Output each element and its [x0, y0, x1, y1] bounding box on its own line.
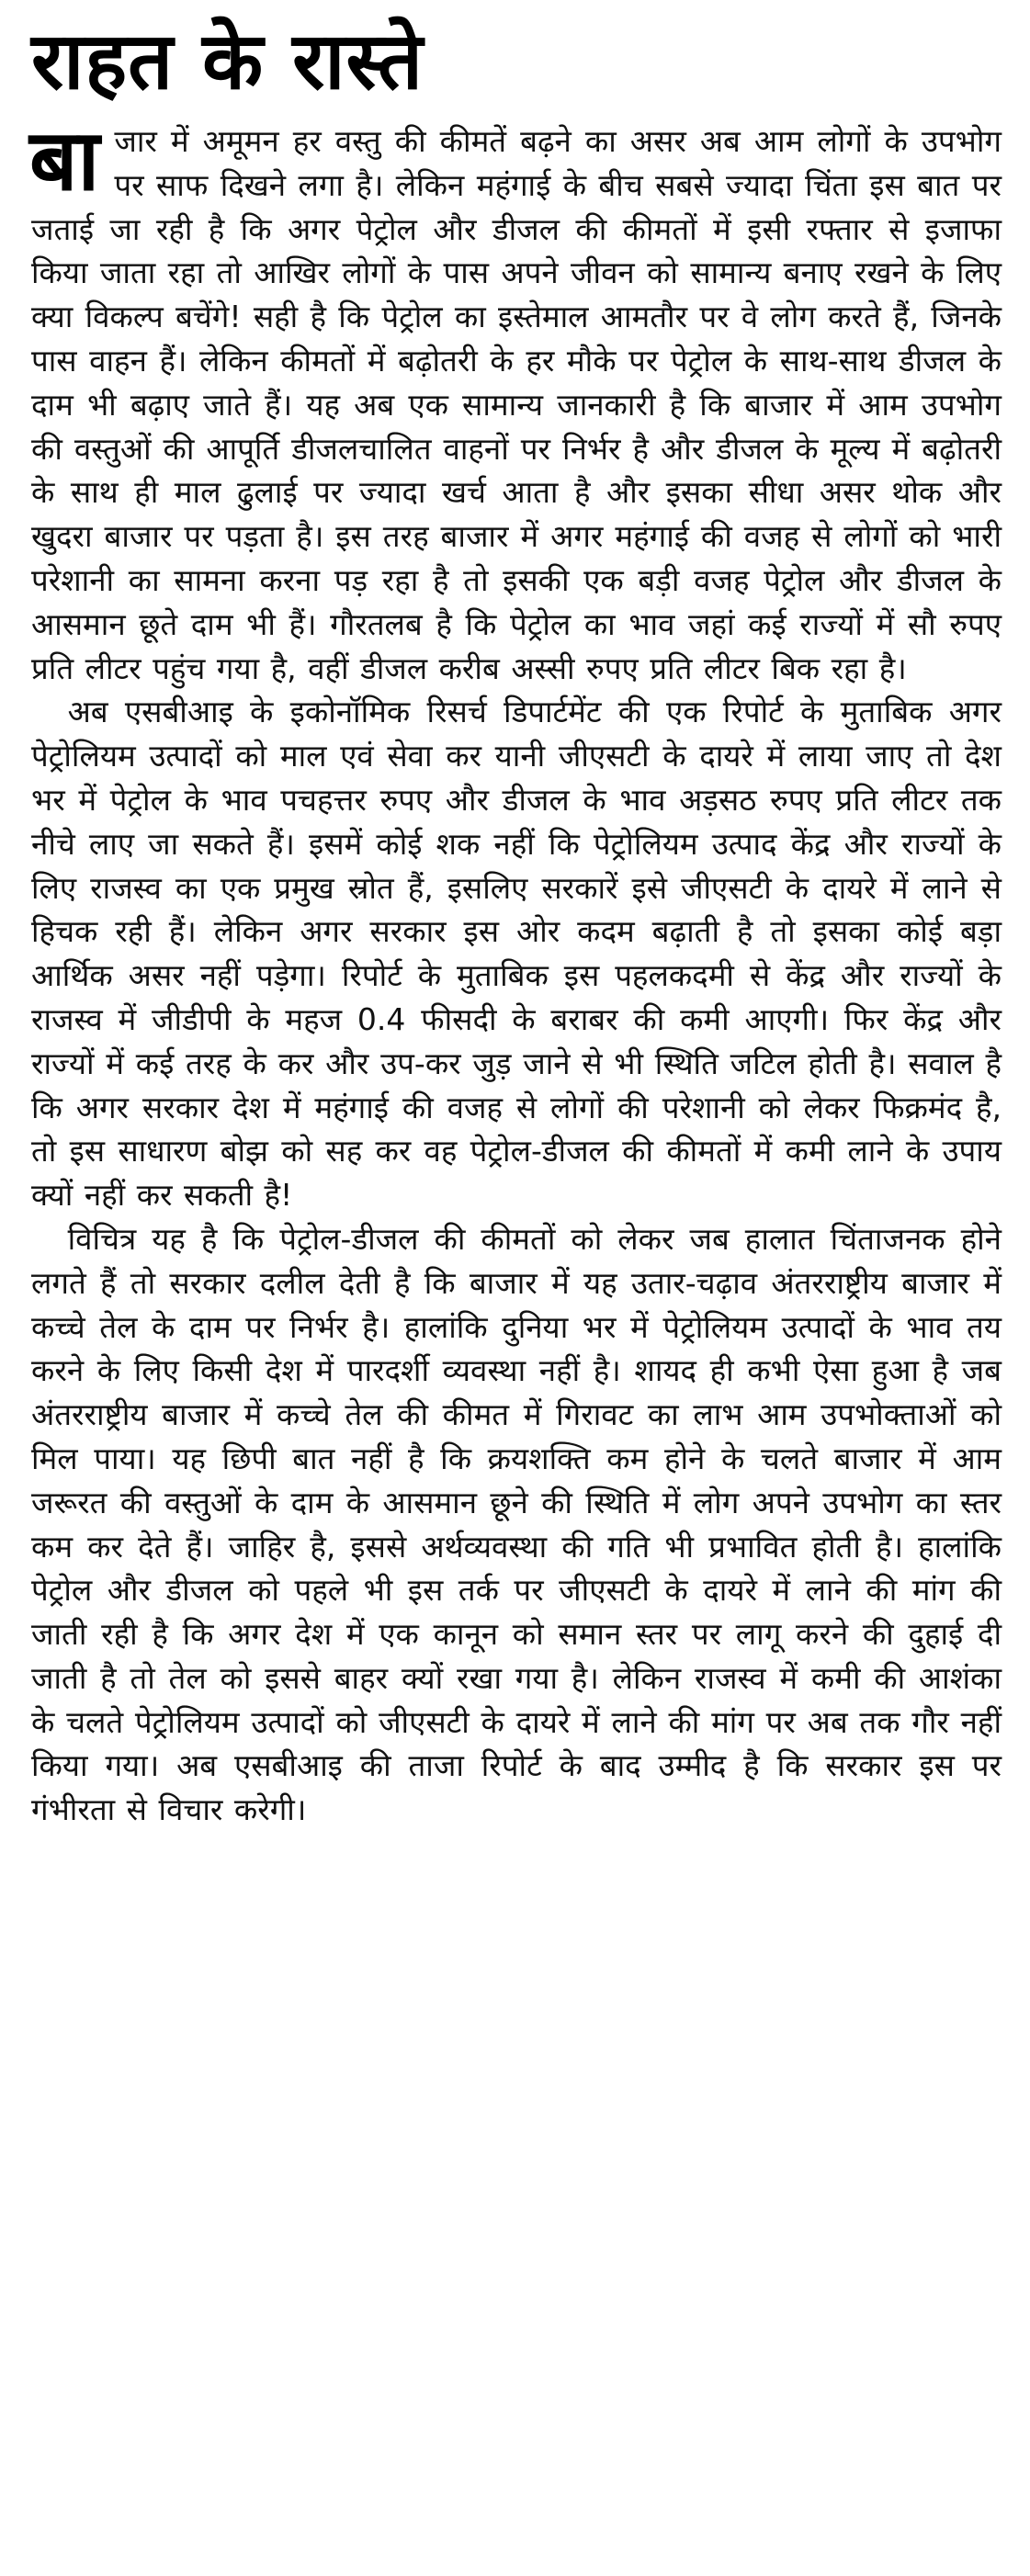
headline: राहत के रास्ते [31, 16, 424, 107]
paragraph-3: विचित्र यह है कि पेट्रोल-डीजल की कीमतों को लेकर जब हालात चिंताजनक होने लगते हैं तो सरकार दलील देती है कि बाजार में यह उतार-चढ़ाव अंतरराष्ट्रीय बाजार में कच्चे तेल के दाम पर निर्भर है। हालांकि दुनिया भर में पेट्रोलियम उत्पादों के भाव तय करने के लिए किसी देश में पारदर्शी व्यवस्था नहीं है। शायद ही कभी ऐसा हुआ है जब अंतरराष्ट्रीय बाजार में कच्चे तेल की कीमत में गिरावट का लाभ आम उपभोक्ताओं को मिल पाया। यह छिपी बात नहीं है कि क्रयशक्ति कम होने के चलते बाजार में आम जरूरत की वस्तुओं के दाम के आसमान छूने की स्थिति में लोग अपने उपभोग का स्तर कम कर देते हैं। जाहिर है, इससे अर्थव्यवस्था की गति भी प्रभावित होती है। हालांकि पेट्रोल और डीजल को पहले भी इस तर्क पर जीएसटी के दायरे में लाने की मांग की जाती रही है कि अगर देश में एक कानून को समान स्तर पर लागू करने की दुहाई दी जाती है तो तेल को इससे बाहर क्यों रखा गया है। लेकिन राजस्व में कमी की आशंका के चलते पेट्रोलियम उत्पादों को जीएसटी के दायरे में लाने की मांग पर अब तक गौर नहीं किया गया। अब एसबीआइ की ताजा रिपोर्ट के बाद उम्मीद है कि सरकार इस पर गंभीरता से विचार करेगी। [31, 1220, 1002, 1828]
paragraph-1-text: जार में अमूमन हर वस्तु की कीमतें बढ़ने का असर अब आम लोगों के उपभोग पर साफ दिखने लगा है। लेकिन महंगाई के बीच सबसे ज्यादा चिंता इस बात पर जताई जा रही है कि अगर पेट्रोल और डीजल की कीमतों में इसी रफ्तार से इजाफा किया जाता रहा तो आखिर लोगों के पास अपने जीवन को सामान्य बनाए रखने के लिए क्या विकल्प बचेंगे! सही है कि पेट्रोल का इस्तेमाल आमतौर पर वे लोग करते हैं, जिनके पास वाहन हैं। लेकिन कीमतों में बढ़ोतरी के हर मौके पर पेट्रोल के साथ-साथ डीजल के दाम भी बढ़ाए जाते हैं। यह अब एक सामान्य जानकारी है कि बाजार में आम उपभोग की वस्तुओं की आपूर्ति डीजलचालित वाहनों पर निर्भर है और डीजल के मूल्य में बढ़ोतरी के साथ ही माल ढुलाई पर ज्यादा खर्च आता है और इसका सीधा असर थोक और खुदरा बाजार पर पड़ता है। इस तरह बाजार में अगर महंगाई की वजह से लोगों को भारी परेशानी का सामना करना पड़ रहा है तो इसकी एक बड़ी वजह पेट्रोल और डीजल के आसमान छूते दाम भी हैं। गौरतलब है कि पेट्रोल का भाव जहां कई राज्यों में सौ रुपए प्रति लीटर पहुंच गया है, वहीं डीजल करीब अस्सी रुपए प्रति लीटर बिक रहा है। [31, 123, 1002, 686]
paragraph-1 [29, 111, 1002, 690]
article-body [29, 111, 1002, 1832]
editorial-article [31, 7, 1002, 1832]
paragraph-2: अब एसबीआइ के इकोनॉमिक रिसर्च डिपार्टमेंट की एक रिपोर्ट के मुताबिक अगर पेट्रोलियम उत्पादों को माल एवं सेवा कर यानी जीएसटी के दायरे में लाया जाए तो देश भर में पेट्रोल के भाव पचहत्तर रुपए और डीजल के भाव अड़सठ रुपए प्रति लीटर तक नीचे लाए जा सकते हैं। इसमें कोई शक नहीं कि पेट्रोलियम उत्पाद केंद्र और राज्यों के लिए राजस्व का एक प्रमुख स्रोत हैं, इसलिए सरकारें इसे जीएसटी के दायरे में लाने से हिचक रही हैं। लेकिन अगर सरकार इस ओर कदम बढ़ाती है तो इसका कोई बड़ा आर्थिक असर नहीं पड़ेगा। रिपोर्ट के मुताबिक इस पहलकदमी से केंद्र और राज्यों के राजस्व में जीडीपी के महज 0.4 फीसदी के बराबर की कमी आएगी। फिर केंद्र और राज्यों में कई तरह के कर और उप-कर जुड़ जाने से भी स्थिति जटिल होती है। सवाल है कि अगर सरकार देश में महंगाई की वजह से लोगों की परेशानी को लेकर फिक्रमंद है, तो इस साधारण बोझ को सह कर वह पेट्रोल-डीजल की कीमतों में कमी लाने के उपाय क्यों नहीं कर सकती है! [31, 694, 1002, 1214]
drop-cap: बा [29, 111, 100, 209]
